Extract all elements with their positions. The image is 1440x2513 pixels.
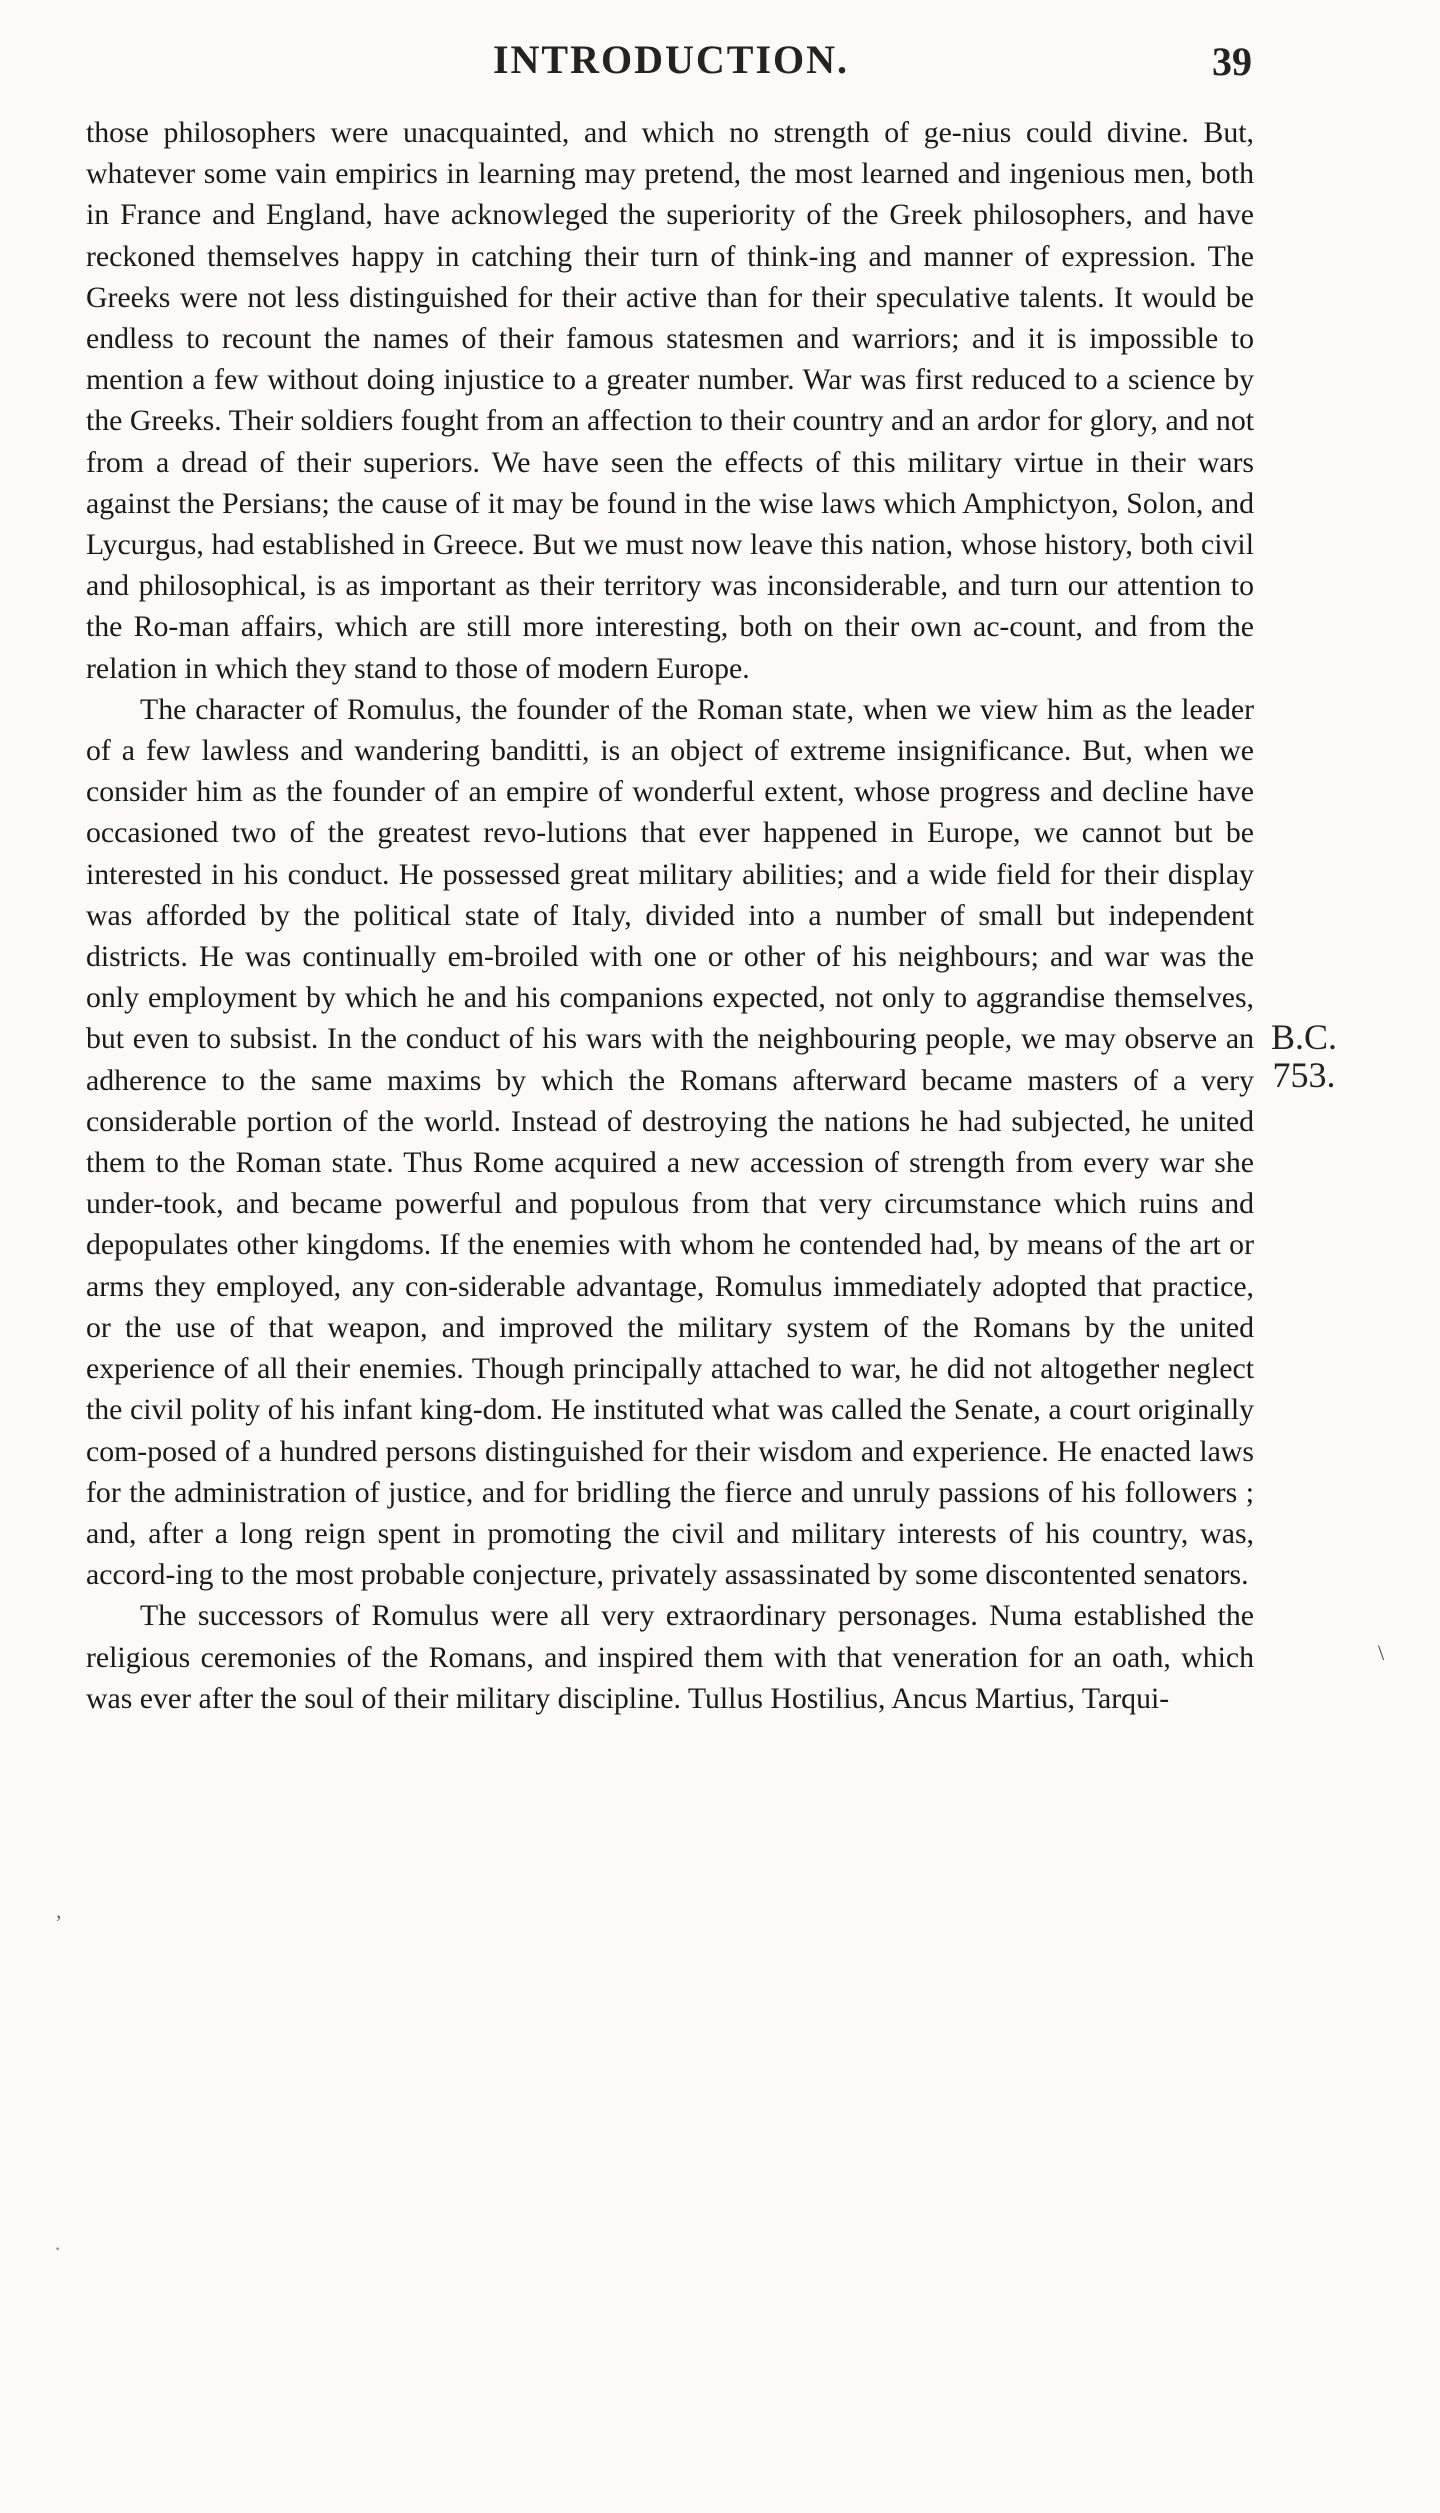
stray-mark-right: \ bbox=[1378, 1640, 1385, 1665]
paragraph-1: those philosophers were unacquainted, and which no strength of ge-nius could divine. But, whatever some vain empirics in learning may pretend, the most learned and ingenious men, both in France and England, have acknowleged the superiority of the Greek philosophers, and have reckoned themselves happy in catching their turn of think-ing and manner of expression. The Greeks were not less distinguished for their active than for their speculative talents. It would be endless to recount the names of their famous statesmen and warriors; and it is impossible to mention a few without doing injustice to a greater number. War was first reduced to a science by the Greeks. Their soldiers fought from an affection to their country and an ardor for glory, and not from a dread of their superiors. We have seen the effects of this military virtue in their wars against the Persians; the cause of it may be found in the wise laws which Amphictyon, Solon, and Lycurgus, had established in Greece. But we must now leave this nation, whose history, both civil and philosophical, is as important as their territory was inconsiderable, and turn our attention to the Ro-man affairs, which are still more interesting, both on their own ac-count, and from the relation in which they stand to those of modern Europe. bbox=[86, 116, 1254, 685]
body-text bbox=[86, 112, 1254, 1719]
stray-mark-left-lower: · bbox=[54, 2236, 62, 2261]
stray-mark-left-upper: , bbox=[56, 1898, 62, 1923]
margin-note-year: 753. bbox=[1272, 1055, 1336, 1095]
margin-date-note bbox=[1264, 1018, 1344, 1094]
paragraph-2: The character of Romulus, the founder of the Roman state, when we view him as the leader of a few lawless and wandering banditti, is an object of extreme insignificance. But, when we consider him as the founder of an empire of wonderful extent, whose progress and decline have occasioned two of the greatest revo-lutions that ever happened in Europe, we cannot but be interested in his conduct. He possessed great military abilities; and a wide field for their display was afforded by the political state of Italy, divided into a number of small but independent districts. He was continually em-broiled with one or other of his neighbours; and war was the only employment by which he and his companions expected, not only to aggrandise themselves, but even to subsist. In the conduct of his wars with the neighbouring people, we may observe an adherence to the same maxims by which the Romans afterward became masters of a very considerable portion of the world. Instead of destroying the nations he had subjected, he united them to the Roman state. Thus Rome acquired a new accession of strength from every war she under-took, and became powerful and populous from that very circumstance which ruins and depopulates other kingdoms. If the enemies with whom he contended had, by means of the art or arms they employed, any con-siderable advantage, Romulus immediately adopted that practice, or the use of that weapon, and improved the military system of the Romans by the united experience of all their enemies. Though principally attached to war, he did not altogether neglect the civil polity of his infant king-dom. He instituted what was called the Senate, a court originally com-posed of a hundred persons distinguished for their wisdom and experience. He enacted laws for the administration of justice, and for bridling the fierce and unruly passions of his followers ; and, after a long reign spent in promoting the civil and military interests of his country, was, accord-ing to the most probable conjecture, privately assassinated by some discontented senators. bbox=[86, 692, 1254, 1592]
margin-note-era: B.C. bbox=[1270, 1017, 1338, 1057]
running-head bbox=[96, 36, 1252, 86]
paragraph-3: The successors of Romulus were all very extraordinary personages. Numa established the religious ceremonies of the Romans, and inspired them with that veneration for an oath, which was ever after the soul of their military discipline. Tullus Hostilius, Ancus Martius, Tarqui- bbox=[86, 1599, 1254, 1715]
page-number: 39 bbox=[1212, 39, 1252, 84]
page-title: INTRODUCTION. bbox=[492, 37, 850, 82]
